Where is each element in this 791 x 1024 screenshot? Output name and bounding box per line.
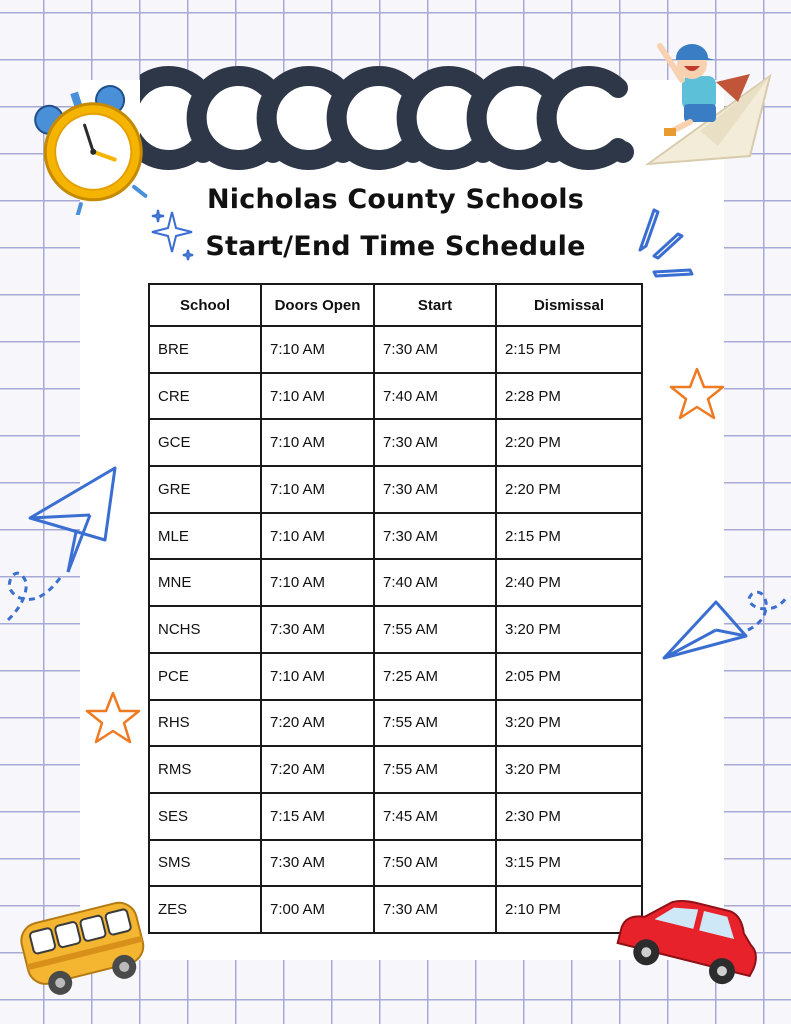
table-row <box>149 886 642 933</box>
page-title: Nicholas County Schools <box>207 184 584 215</box>
dismissal-cell: 3:20 PM <box>496 700 642 747</box>
dismissal-cell: 2:28 PM <box>496 373 642 420</box>
spiral-binding-rings <box>140 66 650 176</box>
doors-open-cell: 7:20 AM <box>261 700 374 747</box>
table-header-row <box>149 284 642 326</box>
column-header-school: School <box>149 284 261 326</box>
star-icon <box>84 690 142 746</box>
doors-open-cell: 7:10 AM <box>261 326 374 373</box>
table-row <box>149 746 642 793</box>
dismissal-cell: 2:30 PM <box>496 793 642 840</box>
start-cell: 7:30 AM <box>374 513 496 560</box>
school-cell: MNE <box>149 559 261 606</box>
column-header-dismissal: Dismissal <box>496 284 642 326</box>
boy-on-paper-plane-icon <box>640 36 780 171</box>
start-cell: 7:30 AM <box>374 886 496 933</box>
start-cell: 7:40 AM <box>374 373 496 420</box>
sparkle-icon <box>148 206 198 261</box>
start-cell: 7:55 AM <box>374 606 496 653</box>
dismissal-cell: 3:20 PM <box>496 746 642 793</box>
school-bus-icon <box>14 890 154 1002</box>
doors-open-cell: 7:20 AM <box>261 746 374 793</box>
doors-open-cell: 7:30 AM <box>261 606 374 653</box>
table-row <box>149 653 642 700</box>
start-cell: 7:25 AM <box>374 653 496 700</box>
start-cell: 7:30 AM <box>374 326 496 373</box>
dismissal-cell: 3:15 PM <box>496 840 642 887</box>
school-cell: RMS <box>149 746 261 793</box>
school-cell: ZES <box>149 886 261 933</box>
schedule-table <box>148 283 643 934</box>
burst-lines-icon <box>634 206 698 286</box>
dismissal-cell: 2:20 PM <box>496 466 642 513</box>
dismissal-cell: 2:05 PM <box>496 653 642 700</box>
start-cell: 7:40 AM <box>374 559 496 606</box>
doors-open-cell: 7:10 AM <box>261 559 374 606</box>
table-row <box>149 793 642 840</box>
school-cell: RHS <box>149 700 261 747</box>
doors-open-cell: 7:15 AM <box>261 793 374 840</box>
dismissal-cell: 2:15 PM <box>496 326 642 373</box>
table-row <box>149 466 642 513</box>
dismissal-cell: 3:20 PM <box>496 606 642 653</box>
school-cell: BRE <box>149 326 261 373</box>
page-subtitle: Start/End Time Schedule <box>205 231 586 262</box>
start-cell: 7:55 AM <box>374 746 496 793</box>
table-row <box>149 513 642 560</box>
doors-open-cell: 7:10 AM <box>261 373 374 420</box>
doors-open-cell: 7:10 AM <box>261 466 374 513</box>
doors-open-cell: 7:10 AM <box>261 653 374 700</box>
column-header-doors-open: Doors Open <box>261 284 374 326</box>
doors-open-cell: 7:10 AM <box>261 419 374 466</box>
table-row <box>149 840 642 887</box>
star-icon <box>668 366 726 422</box>
table-row <box>149 700 642 747</box>
doors-open-cell: 7:10 AM <box>261 513 374 560</box>
table-row <box>149 559 642 606</box>
doors-open-cell: 7:00 AM <box>261 886 374 933</box>
start-cell: 7:45 AM <box>374 793 496 840</box>
start-cell: 7:30 AM <box>374 419 496 466</box>
start-cell: 7:30 AM <box>374 466 496 513</box>
alarm-clock-icon <box>30 80 155 215</box>
school-cell: MLE <box>149 513 261 560</box>
school-cell: NCHS <box>149 606 261 653</box>
paper-plane-icon <box>0 460 125 635</box>
dismissal-cell: 2:10 PM <box>496 886 642 933</box>
paper-plane-icon <box>656 580 791 665</box>
dismissal-cell: 2:40 PM <box>496 559 642 606</box>
school-cell: GCE <box>149 419 261 466</box>
school-cell: SES <box>149 793 261 840</box>
school-cell: GRE <box>149 466 261 513</box>
school-cell: SMS <box>149 840 261 887</box>
red-car-icon <box>610 894 765 989</box>
doors-open-cell: 7:30 AM <box>261 840 374 887</box>
table-row <box>149 373 642 420</box>
column-header-start: Start <box>374 284 496 326</box>
table-row <box>149 419 642 466</box>
start-cell: 7:55 AM <box>374 700 496 747</box>
dismissal-cell: 2:20 PM <box>496 419 642 466</box>
table-row <box>149 606 642 653</box>
dismissal-cell: 2:15 PM <box>496 513 642 560</box>
start-cell: 7:50 AM <box>374 840 496 887</box>
school-cell: PCE <box>149 653 261 700</box>
school-cell: CRE <box>149 373 261 420</box>
table-row <box>149 326 642 373</box>
